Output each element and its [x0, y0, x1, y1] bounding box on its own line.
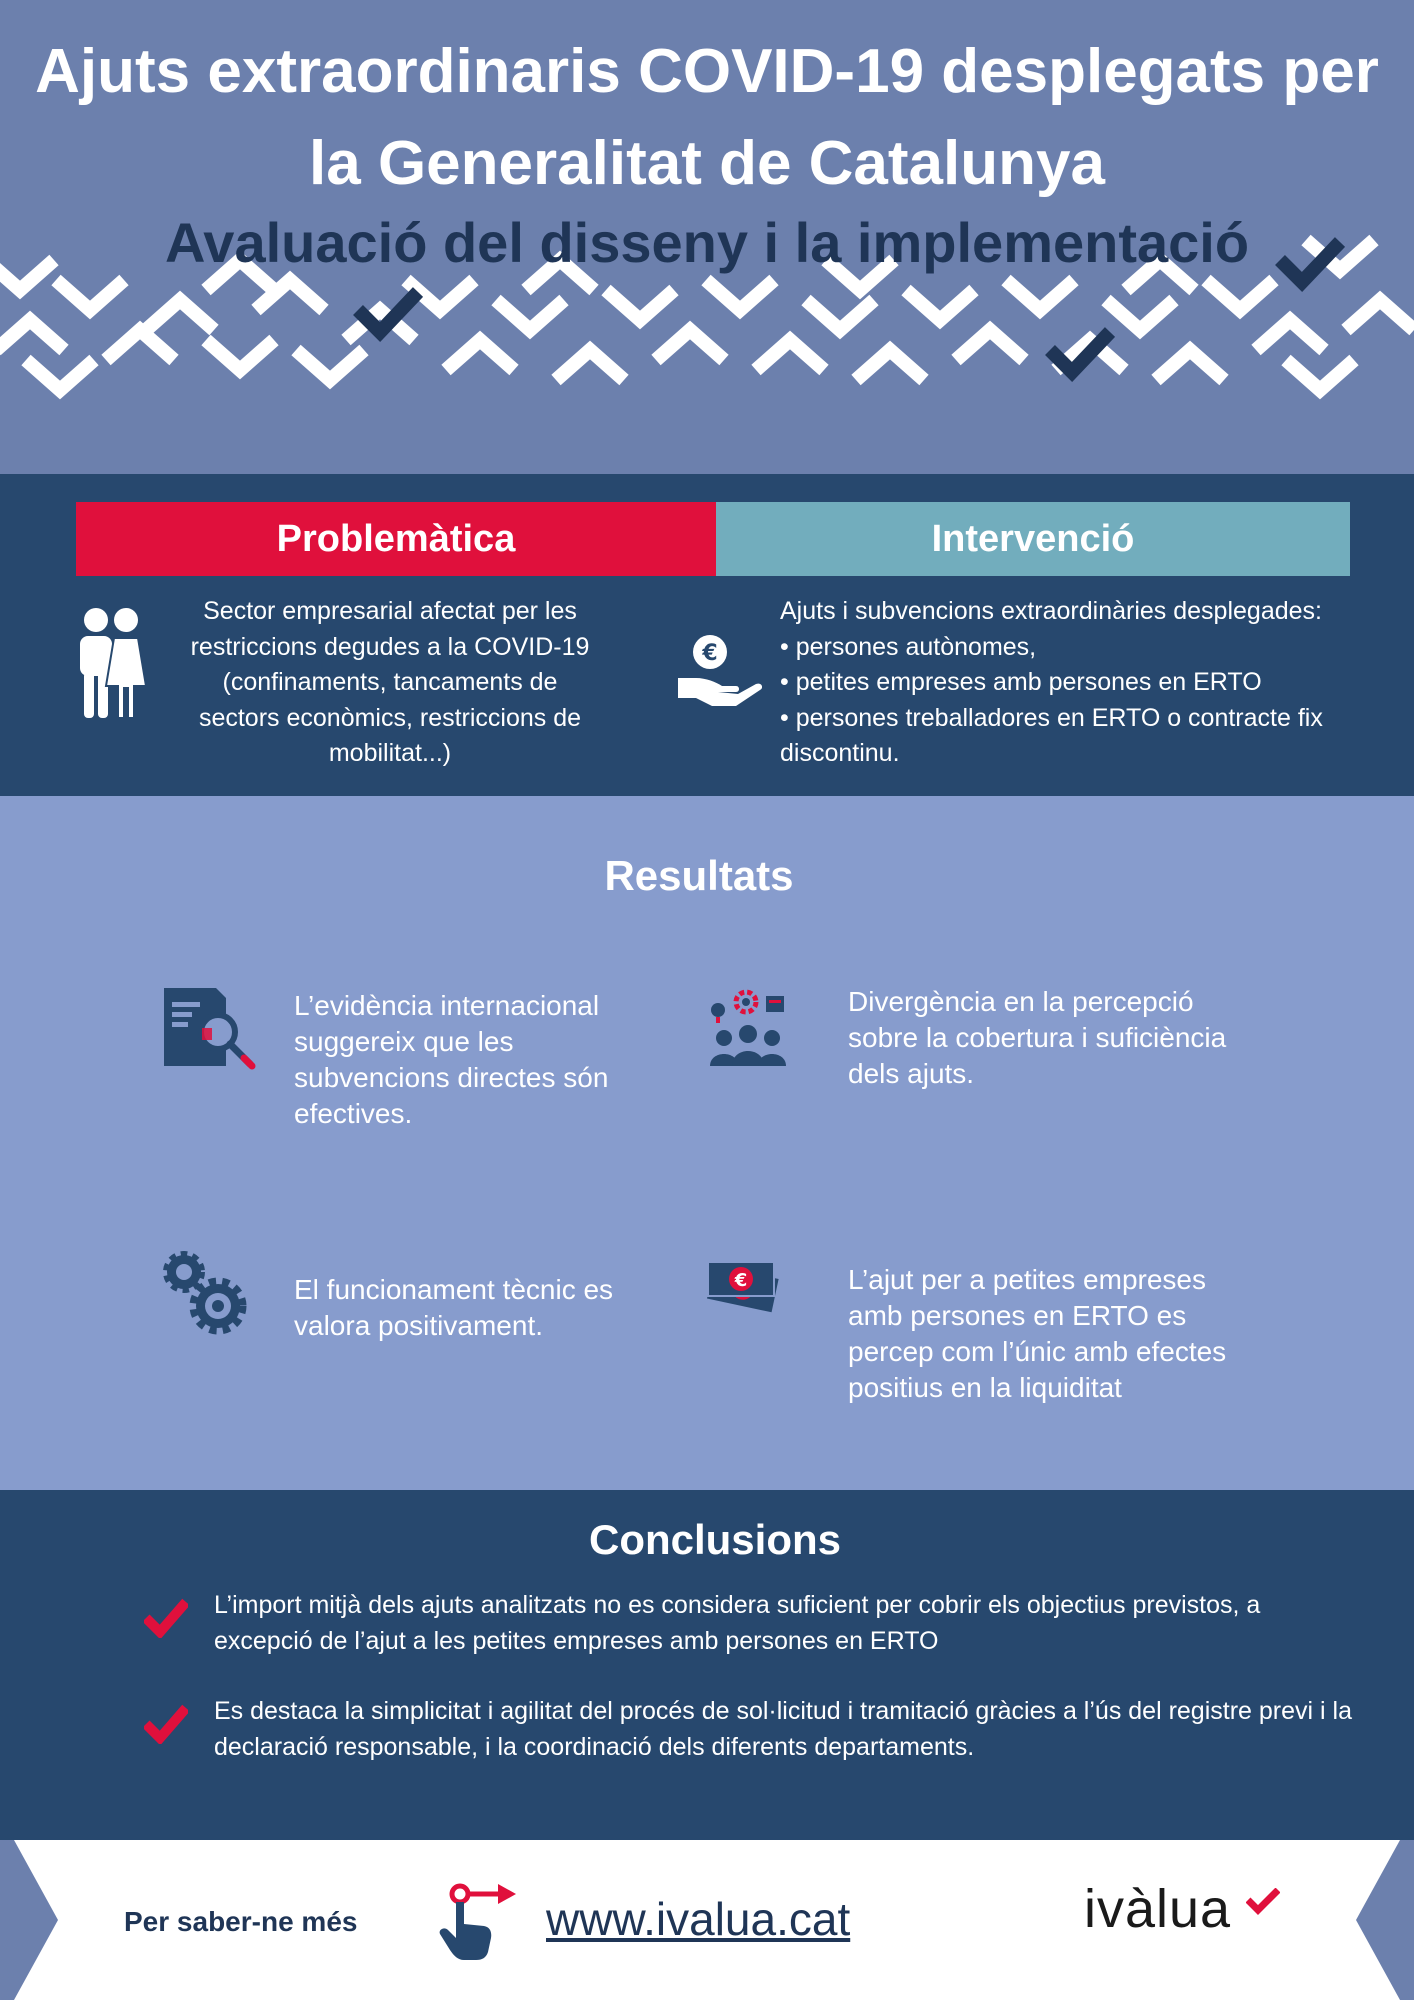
pointer-hand-icon [436, 1880, 520, 1960]
website-link[interactable]: www.ivalua.cat [546, 1893, 851, 1945]
chevron-mark [496, 300, 564, 330]
euro-hand-icon [676, 634, 762, 708]
title-line-1: Ajuts extraordinaris COVID-19 desplegats per [35, 37, 1379, 106]
chevron-mark [1346, 300, 1414, 330]
results-title: Resultats [604, 852, 794, 899]
chevron-mark [806, 300, 874, 330]
intervention-text [780, 594, 1380, 772]
chevron-mark [26, 360, 94, 390]
problem-text: Sector empresarial afectat per les restriccions degudes a la COVID-19 (confinaments, tancaments de sectors econòmics, restriccions de mobilitat...) [190, 597, 590, 767]
chevron-mark [656, 330, 724, 360]
problem-heading: Problemàtica [76, 502, 716, 576]
chevron-mark [556, 350, 624, 380]
chevron-mark [756, 340, 824, 370]
chevron-mark [1106, 300, 1174, 330]
page-subtitle: Avaluació del disseny i la implementació [164, 211, 1250, 274]
chevron-mark [446, 340, 514, 370]
right-corner-decoration [1354, 1840, 1414, 2000]
chevron-mark [206, 340, 274, 370]
ivalua-logo: ivàlua [1084, 1879, 1232, 1939]
more-info-label: Per saber-ne més [124, 1906, 358, 1937]
chevron-mark [1256, 320, 1324, 350]
conclusion-item-2: Es destaca la simplicitat i agilitat del procés de sol·licitud i tramitació gràcies a l’ús del registre previ i la declaració responsable, i la coordinació dels diferents departaments. [214, 1697, 1352, 1761]
chevron-mark [1156, 350, 1224, 380]
results-section [0, 796, 1414, 1490]
result-text-2: Divergència en la percepció sobre la cobertura i suficiència dels ajuts. [848, 986, 1227, 1089]
intervention-item: • persones autònomes, [780, 632, 1037, 661]
intervention-item: • petites empreses amb persones en ERTO [780, 668, 1262, 696]
chevron-mark [0, 320, 64, 350]
chevron-mark [56, 280, 124, 310]
chevron-mark [296, 350, 364, 380]
result-text-3: El funcionament tècnic es valora positivament. [294, 1274, 614, 1341]
intervention-heading: Intervenció [716, 502, 1350, 576]
group-ideas-icon [708, 988, 788, 1068]
intervention-item: • persones treballadores en ERTO o contracte fix discontinu. [780, 703, 1323, 767]
chevron-mark [106, 330, 174, 360]
chevron-mark [956, 330, 1024, 360]
conclusions-title: Conclusions [588, 1516, 842, 1563]
banknotes-icon [706, 1256, 782, 1320]
left-corner-decoration [0, 1840, 60, 2000]
chevron-mark [1006, 280, 1074, 310]
check-icon [144, 1704, 188, 1744]
document-search-icon [164, 988, 256, 1070]
header-banner [0, 0, 1414, 474]
svg-text:€: € [702, 641, 718, 666]
intervention-intro: Ajuts i subvencions extraordinàries desplegades: [780, 597, 1322, 625]
svg-text:€: € [734, 1270, 748, 1291]
chevron-mark [906, 290, 974, 320]
page-title [0, 26, 1414, 210]
chevron-mark [706, 280, 774, 310]
conclusion-item-1: L’import mitjà dels ajuts analitzats no es considera suficient per cobrir els objectius previstos, a excepció de l’ajut a les petites empreses amb persones en ERTO [214, 1591, 1261, 1655]
people-icon [74, 608, 148, 720]
result-text-4: L’ajut per a petites empreses amb persones en ERTO es percep com l’únic amb efectes positius en la liquiditat [848, 1264, 1227, 1403]
chevron-mark [146, 300, 214, 330]
chevron-mark [1286, 360, 1354, 390]
footer [0, 1840, 1414, 2000]
gears-icon [160, 1248, 248, 1336]
problem-intervention-section [0, 474, 1414, 796]
result-text-1: L’evidència internacional suggereix que les subvencions directes són efectives. [294, 990, 609, 1129]
title-line-2: la Generalitat de Catalunya [309, 129, 1105, 198]
conclusions-section [0, 1490, 1414, 1840]
check-icon [144, 1598, 188, 1638]
logo-check-icon [1246, 1888, 1280, 1916]
chevron-mark [856, 350, 924, 380]
chevron-mark [1206, 280, 1274, 310]
chevron-mark [606, 290, 674, 320]
